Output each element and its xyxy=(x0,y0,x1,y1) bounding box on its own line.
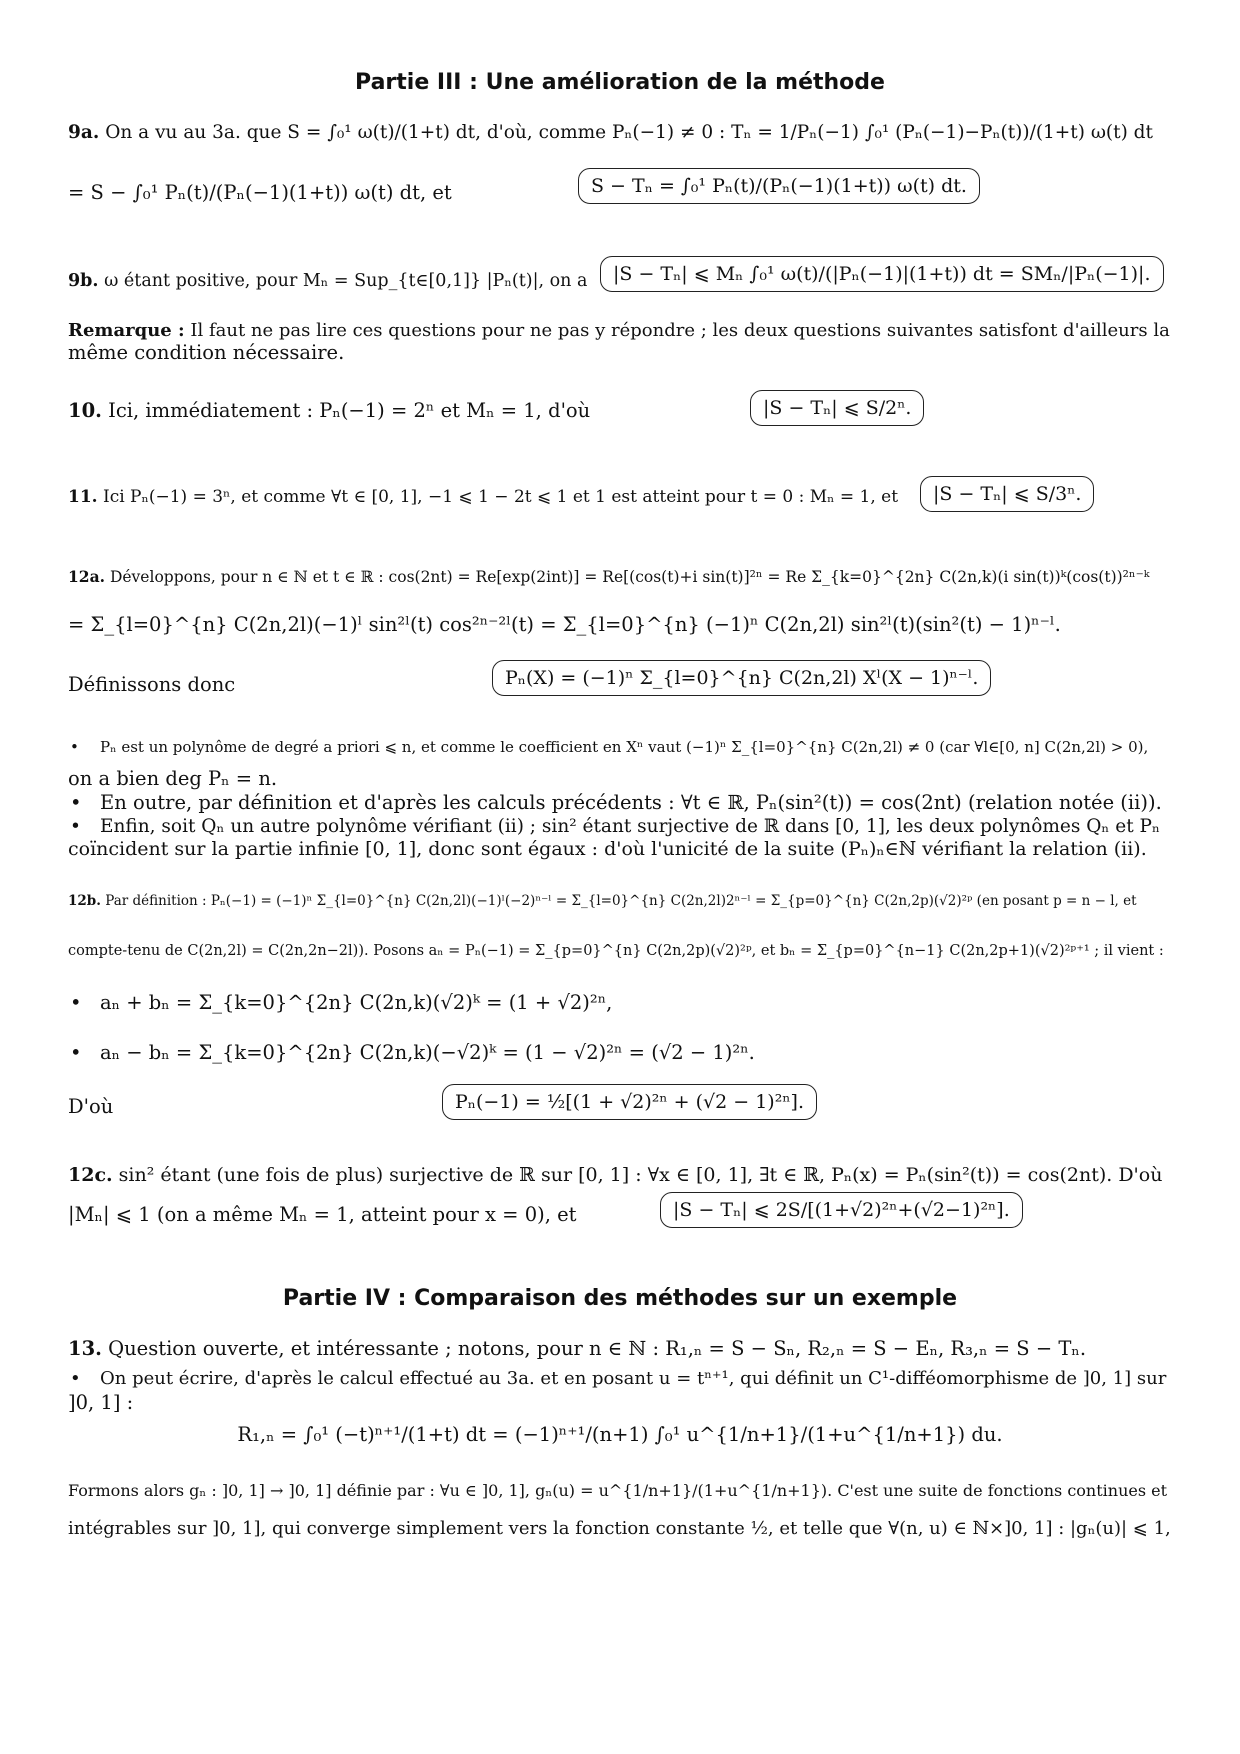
q9a-line1 xyxy=(68,120,1172,146)
q12a-b3-text: Enfin, soit Qₙ un autre polynôme vérifiant (ii) ; sin² étant surjective de ℝ dans [0, 1], les deux polynômes Qₙ et Pₙ xyxy=(100,816,1160,837)
q12c-text: sin² étant (une fois de plus) surjective de ℝ sur [0, 1] : ∀x ∈ [0, 1], ∃t ∈ ℝ, Pₙ(x) = Pₙ(sin²(t)) = cos(2nt). D'où xyxy=(118,1164,1163,1186)
bullet-icon: • xyxy=(70,816,81,837)
q12c-label: 12c. xyxy=(68,1164,113,1186)
q13-b1-text: On peut écrire, d'après le calcul effectué au 3a. et en posant u = tⁿ⁺¹, qui définit un C¹-difféomorphisme de ]0, 1] sur xyxy=(100,1368,1167,1389)
remark-line2: même condition nécessaire. xyxy=(68,341,345,364)
part3-heading: Partie III : Une amélioration de la méthode xyxy=(355,70,885,95)
q13-line1 xyxy=(68,1336,1172,1362)
q12b-line1 xyxy=(68,888,1172,914)
q13-line-g2: intégrables sur ]0, 1], qui converge simplement vers la fonction constante ½, et telle que ∀(n, u) ∈ ℕ×]0, 1] : |gₙ(u)| ⩽ 1, xyxy=(68,1518,1171,1539)
q9a-line2: = S − ∫₀¹ Pₙ(t)/(Pₙ(−1)(1+t)) ω(t) dt, et xyxy=(68,181,452,204)
q12b-b1-text: aₙ + bₙ = Σ_{k=0}^{2n} C(2n,k)(√2)ᵏ = (1 + √2)²ⁿ, xyxy=(100,991,613,1014)
q12a-b1-text: Pₙ est un polynôme de degré a priori ⩽ n, et comme le coefficient en Xⁿ vaut (−1)ⁿ Σ_{l=0}^{n} C(2n,2l) ≠ 0 (car ∀l∈[0, n] C(2n,2l) > 0), xyxy=(100,738,1149,756)
q12a-line2: = Σ_{l=0}^{n} C(2n,2l)(−1)ˡ sin²ˡ(t) cos²ⁿ⁻²ˡ(t) = Σ_{l=0}^{n} (−1)ⁿ C(2n,2l) sin²ˡ(t)(sin²(t) − 1)ⁿ⁻ˡ. xyxy=(68,613,1061,636)
q9b-line xyxy=(68,268,588,294)
q13-bullet1 xyxy=(68,1366,1172,1392)
q10-text: Ici, immédiatement : Pₙ(−1) = 2ⁿ et Mₙ = 1, d'où xyxy=(108,399,591,422)
q13-label: 13. xyxy=(68,1337,102,1360)
q12b-b2-text: aₙ − bₙ = Σ_{k=0}^{2n} C(2n,k)(−√2)ᵏ = (1 − √2)²ⁿ = (√2 − 1)²ⁿ. xyxy=(100,1041,755,1064)
bullet-icon: • xyxy=(70,791,82,814)
bullet-icon: • xyxy=(70,991,82,1014)
q9b-result-box: |S − Tₙ| ⩽ Mₙ ∫₀¹ ω(t)/(|Pₙ(−1)|(1+t)) dt = SMₙ/|Pₙ(−1)|. xyxy=(600,256,1164,292)
q12a-text: Développons, pour n ∈ ℕ et t ∈ ℝ : cos(2nt) = Re[exp(2int)] = Re[(cos(t)+i sin(t)]²ⁿ = Re Σ_{k=0}^{2n} C(2n,k)(i sin(t))ᵏ(cos(t))²ⁿ⁻ᵏ xyxy=(109,568,1150,586)
q10-label: 10. xyxy=(68,399,102,422)
q12b-text: Par définition : Pₙ(−1) = (−1)ⁿ Σ_{l=0}^{n} C(2n,2l)(−1)ˡ(−2)ⁿ⁻ˡ = Σ_{l=0}^{n} C(2n,2l)2ⁿ⁻ˡ = Σ_{p=0}^{n} C(2n,2p)(√2)²ᵖ (en posant p = n − l, et xyxy=(105,893,1137,909)
q12a-result-box: Pₙ(X) = (−1)ⁿ Σ_{l=0}^{n} C(2n,2l) Xˡ(X − 1)ⁿ⁻ˡ. xyxy=(492,660,991,696)
q13-text: Question ouverte, et intéressante ; notons, pour n ∈ ℕ : R₁,ₙ = S − Sₙ, R₂,ₙ = S − Eₙ, R₃,ₙ = S − Tₙ. xyxy=(108,1337,1087,1360)
q12a-label: 12a. xyxy=(68,567,106,586)
q9b-text: ω étant positive, pour Mₙ = Sup_{t∈[0,1]} |Pₙ(t)|, on a xyxy=(104,271,588,291)
q12a-b2-text: En outre, par définition et d'après les calculs précédents : ∀t ∈ ℝ, Pₙ(sin²(t)) = cos(2nt) (relation notée (ii)). xyxy=(100,791,1162,814)
q13-formula: R₁,ₙ = ∫₀¹ (−t)ⁿ⁺¹/(1+t) dt = (−1)ⁿ⁺¹/(n+1) ∫₀¹ u^{1/n+1}/(1+u^{1/n+1}) du. xyxy=(237,1423,1003,1446)
q12a-bullet1-cont: on a bien deg Pₙ = n. xyxy=(68,767,278,790)
part4-heading: Partie IV : Comparaison des méthodes sur un exemple xyxy=(282,1286,958,1311)
q11-line xyxy=(68,484,908,510)
q13-bullet1-cont: ]0, 1] : xyxy=(68,1391,134,1414)
q12a-define: Définissons donc xyxy=(68,673,236,696)
q12a-bullet2 xyxy=(68,790,1172,816)
q12b-label: 12b. xyxy=(68,893,101,909)
q13-line-g1: Formons alors gₙ : ]0, 1] → ]0, 1] définie par : ∀u ∈ ]0, 1], gₙ(u) = u^{1/n+1}/(1+u^{1/n+1}). C'est une suite de fonctions continues et xyxy=(68,1481,1168,1500)
q12b-bullet2 xyxy=(68,1040,1172,1066)
q9a-text: On a vu au 3a. que S = ∫₀¹ ω(t)/(1+t) dt, d'où, comme Pₙ(−1) ≠ 0 : Tₙ = 1/Pₙ(−1) ∫₀¹ (Pₙ(−1)−Pₙ(t))/(1+t) ω(t) dt xyxy=(105,122,1153,143)
remark-label: Remarque : xyxy=(68,320,185,341)
q12a-bullet3-cont: coïncident sur la partie infinie [0, 1], donc sont égaux : d'où l'unicité de la suite (Pₙ)ₙ∈ℕ vérifiant la relation (ii). xyxy=(68,838,1147,860)
remark-text: Il faut ne pas lire ces questions pour ne pas y répondre ; les deux questions suivantes satisfont d'ailleurs la xyxy=(190,320,1170,341)
q11-text: Ici Pₙ(−1) = 3ⁿ, et comme ∀t ∈ [0, 1], −1 ⩽ 1 − 2t ⩽ 1 et 1 est atteint pour t = 0 : Mₙ = 1, et xyxy=(102,487,899,507)
q11-label: 11. xyxy=(68,487,98,507)
q12b-line2: compte-tenu de C(2n,2l) = C(2n,2n−2l)). Posons aₙ = Pₙ(−1) = Σ_{p=0}^{n} C(2n,2p)(√2)²ᵖ, et bₙ = Σ_{p=0}^{n−1} C(2n,2p+1)(√2)²ᵖ⁺¹ ; il vient : xyxy=(68,943,1164,959)
q12a-bullet1 xyxy=(68,734,1172,760)
q10-line xyxy=(68,398,708,424)
q12c-line1 xyxy=(68,1162,1172,1188)
q11-result-box: |S − Tₙ| ⩽ S/3ⁿ. xyxy=(920,476,1094,512)
q12b-result-box: Pₙ(−1) = ½[(1 + √2)²ⁿ + (√2 − 1)²ⁿ]. xyxy=(442,1084,817,1120)
q9b-label: 9b. xyxy=(68,271,99,291)
q12b-bullet1 xyxy=(68,990,1172,1016)
q12a-line1 xyxy=(68,564,1172,590)
bullet-icon: • xyxy=(70,1041,82,1064)
q12b-dou: D'où xyxy=(68,1095,114,1118)
q12c-line2: |Mₙ| ⩽ 1 (on a même Mₙ = 1, atteint pour x = 0), et xyxy=(68,1203,577,1226)
q12c-result-box: |S − Tₙ| ⩽ 2S/[(1+√2)²ⁿ+(√2−1)²ⁿ]. xyxy=(660,1192,1023,1228)
bullet-icon: • xyxy=(70,738,79,756)
q10-result-box: |S − Tₙ| ⩽ S/2ⁿ. xyxy=(750,390,924,426)
q9a-label: 9a. xyxy=(68,122,100,143)
bullet-icon: • xyxy=(70,1368,81,1389)
q9a-result-box: S − Tₙ = ∫₀¹ Pₙ(t)/(Pₙ(−1)(1+t)) ω(t) dt. xyxy=(578,168,980,204)
